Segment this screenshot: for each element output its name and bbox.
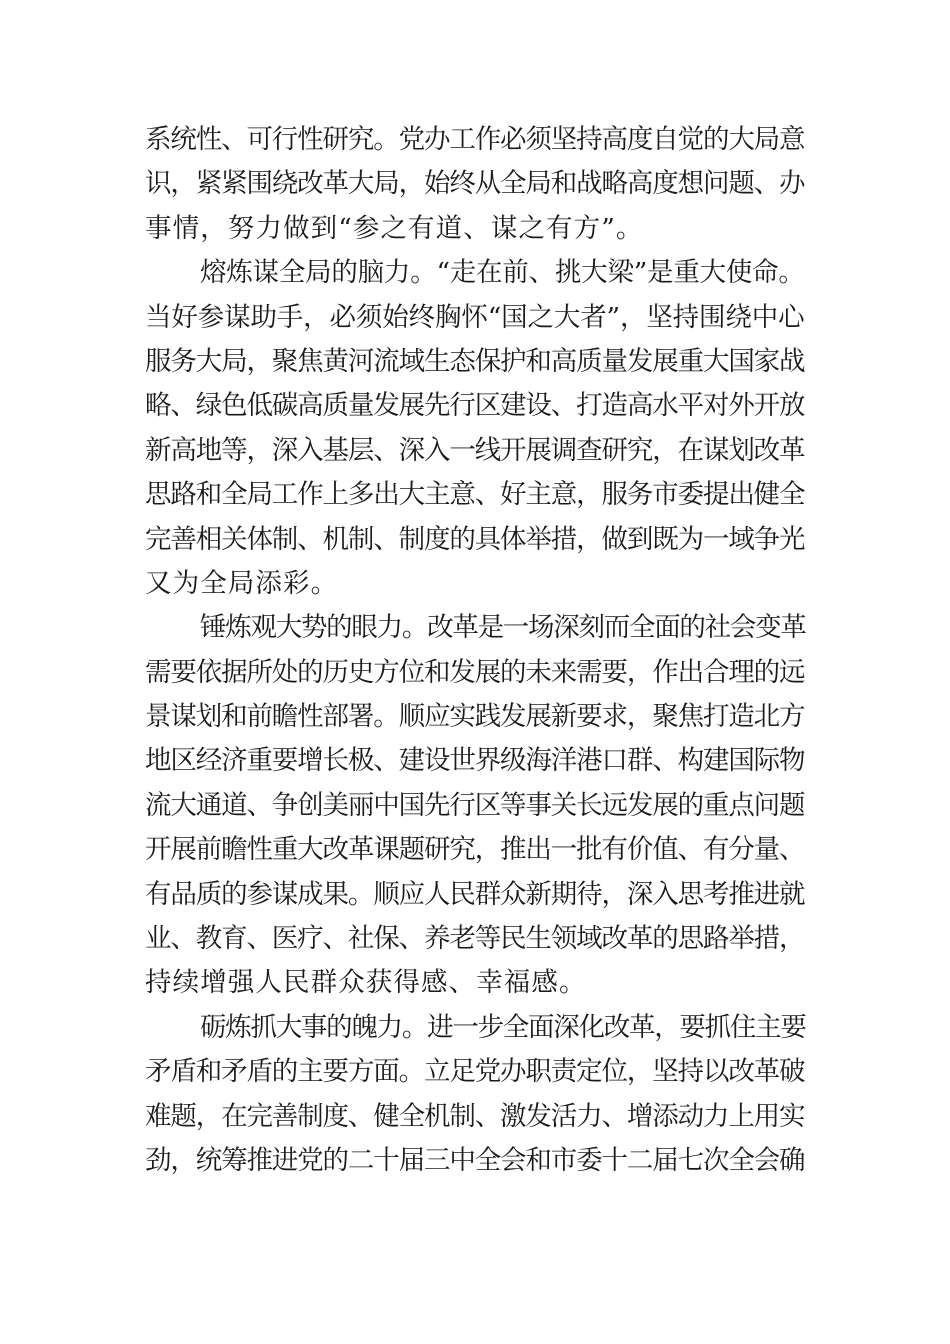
- text-line: 需要依据所处的历史方位和发展的未来需要，作出合理的远: [145, 656, 805, 688]
- text-line: 业、教育、医疗、社保、养老等民生领域改革的思路举措，: [145, 923, 805, 955]
- text-line: 流大通道、争创美丽中国先行区等事关长远发展的重点问题: [145, 789, 805, 821]
- text-line: 有品质的参谋成果。顺应人民群众新期待，深入思考推进就: [145, 878, 805, 910]
- body-text: [145, 118, 810, 1183]
- text-line: 持续增强人民群众获得感、幸福感。: [145, 967, 587, 999]
- text-line: 系统性、可行性研究。党办工作必须坚持高度自觉的大局意: [145, 124, 805, 155]
- paragraph-first-line: 熔炼谋全局的脑力。“走在前、挑大梁”是重大使命。: [200, 257, 805, 289]
- text-line: 矛盾和矛盾的主要方面。立足党办职责定位，坚持以改革破: [145, 1056, 805, 1088]
- text-line: 思路和全局工作上多出大主意、好主意，服务市委提出健全: [145, 479, 805, 511]
- text-line: 难题，在完善制度、健全机制、激发活力、增添动力上用实: [145, 1100, 805, 1132]
- text-line: 完善相关体制、机制、制度的具体举措，做到既为一域争光: [145, 523, 805, 555]
- text-line: 服务大局，聚焦黄河流域生态保护和高质量发展重大国家战: [145, 345, 805, 377]
- text-line: 景谋划和前瞻性部署。顺应实践发展新要求，聚焦打造北方: [145, 701, 805, 733]
- paragraph-first-line: 锤炼观大势的眼力。改革是一场深刻而全面的社会变革: [200, 612, 806, 644]
- text-line: 开展前瞻性重大改革课题研究，推出一批有价值、有分量、: [145, 834, 805, 866]
- paragraph-first-line: 砺炼抓大事的魄力。进一步全面深化改革，要抓住主要: [200, 1011, 806, 1043]
- text-line: 识，紧紧围绕改革大局，始终从全局和战略高度想问题、办: [145, 168, 805, 200]
- text-line: 又为全局添彩。: [145, 567, 339, 599]
- text-line: 劲，统筹推进党的二十届三中全会和市委十二届七次全会确: [145, 1144, 805, 1176]
- text-line: 略、绿色低碳高质量发展先行区建设、打造高水平对外开放: [145, 390, 805, 422]
- text-line: 事情，努力做到“参之有道、谋之有方”。: [145, 212, 644, 244]
- text-line: 新高地等，深入基层、深入一线开展调查研究，在谋划改革: [145, 434, 805, 466]
- text-line: 地区经济重要增长极、建设世界级海洋港口群、构建国际物: [145, 745, 805, 777]
- text-line: 当好参谋助手，必须始终胸怀“国之大者”，坚持围绕中心: [145, 301, 805, 333]
